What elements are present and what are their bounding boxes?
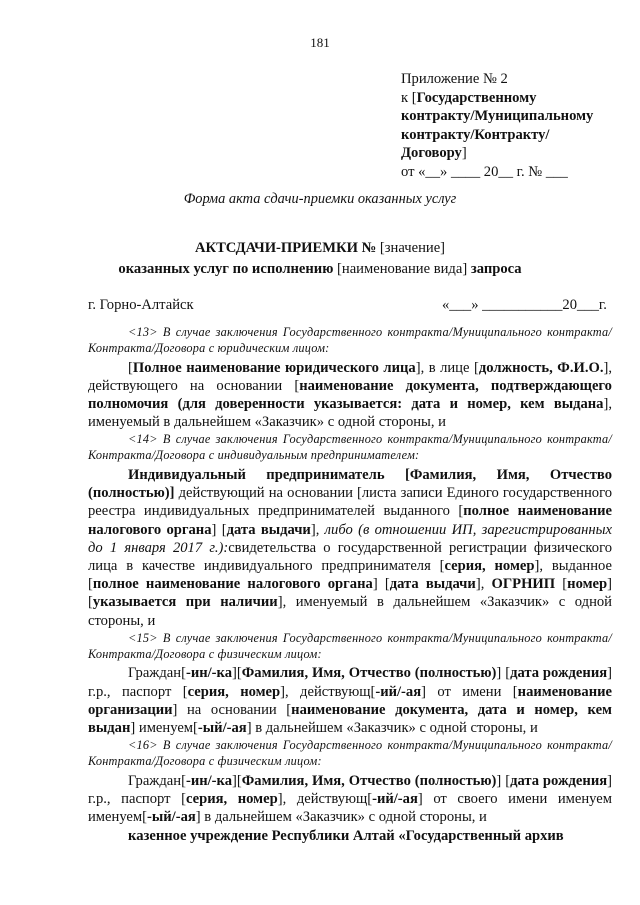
- appendix-line-4: контракту/Контракту/: [401, 126, 550, 143]
- form-title: Форма акта сдачи-приемки оказанных услуг: [183, 191, 457, 207]
- paragraph-archive: казенное учреждение Республики Алтай «Государственный архив: [128, 828, 564, 845]
- note-14: <14> В случае заключения Государственного контракта/Муниципального контракта/Контракта/Договора с индивидуальным предпринимателем:: [88, 432, 612, 463]
- document-body: [88, 325, 612, 847]
- appendix-block: [401, 70, 621, 182]
- paragraph-legal-entity: [Полное наименование юридического лица], в лице [должность, Ф.И.О.], действующего на основании [наименование документа, подтверждающего полномочия (для доверенности указывается: дата и номер, кем выдана], именуемый в дальнейшем «Заказчик» с одной стороны, и: [88, 359, 612, 431]
- place-label: г. Горно-Алтайск: [88, 297, 194, 313]
- page-number: 181: [310, 35, 330, 50]
- act-title: [0, 238, 640, 280]
- date-line: «___» ___________20___г.: [442, 297, 607, 313]
- note-15: <15> В случае заключения Государственного контракта/Муниципального контракта/Контракта/Договора с физическим лицом:: [88, 630, 612, 661]
- paragraph-entrepreneur: Индивидуальный предприниматель [Фамилия, Имя, Отчество (полностью)] действующий на основании [листа записи Единого государственного реестра индивидуальных предпринимателей выданного [полное наименование налогового органа] [дата выдачи], либо (в отношении ИП, зарегистрированных до 1 января 2017 г.):свидетельства о государственной регистрации физического лица в качестве индивидуального предпринимателя [серия, номер], выданное [полное наименование налогового органа] [дата выдачи], ОГРНИП [номер] [указывается при наличии], именуемый в дальнейшем «Заказчик» с одной стороны, и: [88, 467, 612, 629]
- appendix-line-6: от «__» ____ 20__ г. № ___: [401, 163, 568, 180]
- act-title-line-2: оказанных услуг по исполнению [наименование вида] запроса: [118, 261, 522, 277]
- appendix-line-5: Договору]: [401, 145, 467, 162]
- paragraph-individual-self: Граждан[-ин/-ка][Фамилия, Имя, Отчество (полностью)] [дата рождения] г.р., паспорт [серия, номер], действующ[-ий/-ая] от своего имени именуем именуем[-ый/-ая] в дальнейшем «Заказчик» с одной стороны, и: [88, 772, 612, 826]
- act-title-line-1: АКТСДАЧИ-ПРИЕМКИ № [значение]: [194, 240, 446, 256]
- appendix-line-1: Приложение № 2: [401, 71, 508, 87]
- note-13: <13> В случае заключения Государственного контракта/Муниципального контракта/Контракта/Договора с юридическим лицом:: [88, 325, 612, 355]
- note-16: <16> В случае заключения Государственного контракта/Муниципального контракта/Контракта/Договора с физическим лицом:: [88, 738, 612, 769]
- appendix-line-3: контракту/Муниципальному: [401, 108, 594, 125]
- paragraph-individual-org: Граждан[-ин/-ка][Фамилия, Имя, Отчество (полностью)] [дата рождения] г.р., паспорт [серия, номер], действующ[-ий/-ая] от имени [наименование организации] на основании [наименование документа, дата и номер, кем выдан] именуем[-ый/-ая] в дальнейшем «Заказчик» с одной стороны, и: [88, 665, 613, 737]
- appendix-line-2: к [Государственному: [401, 89, 537, 106]
